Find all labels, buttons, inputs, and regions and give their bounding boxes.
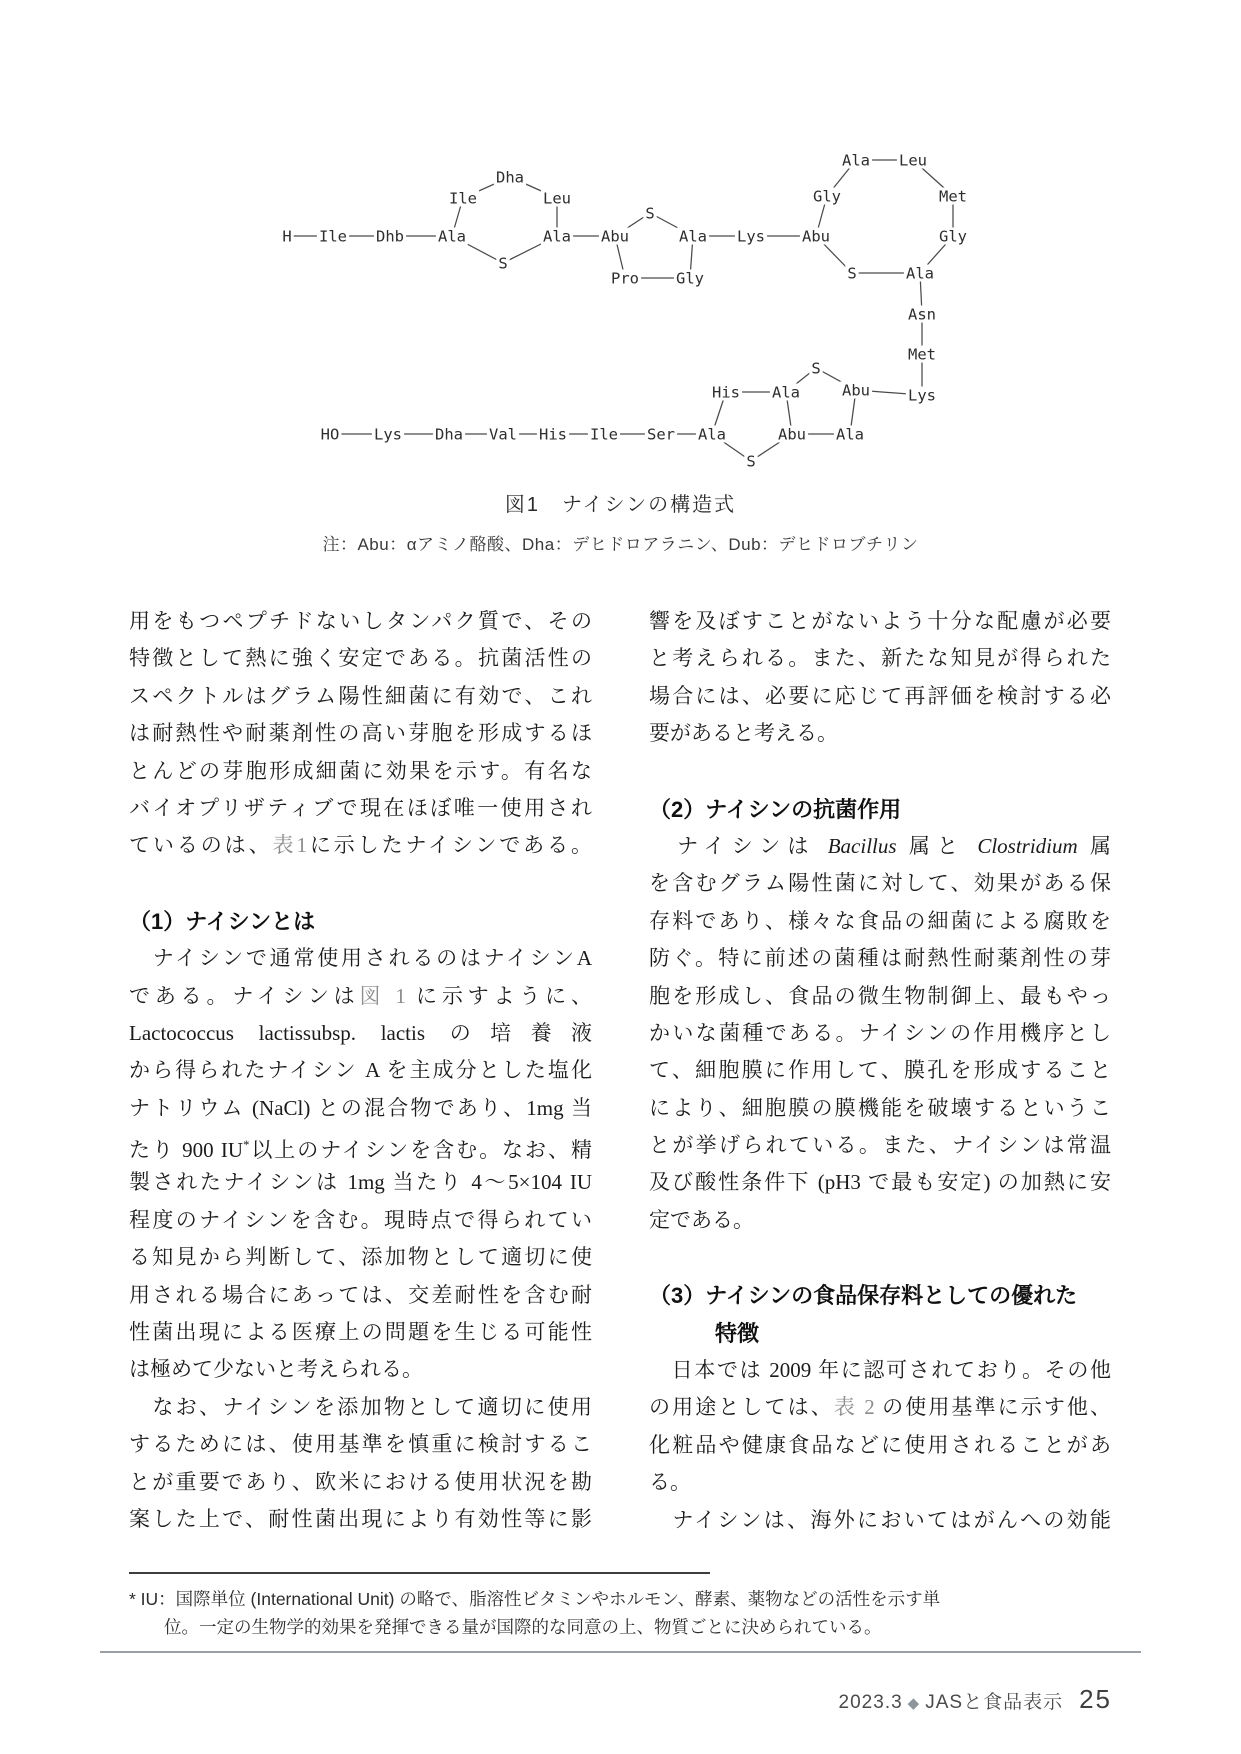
residue-label: His [539, 425, 567, 444]
residue-label: Ala [836, 425, 864, 444]
footnote-line: 位。一定の生物学的効果を発揮できる量が国際的な同意の上、物質ごとに決められている。 [129, 1616, 882, 1637]
residue-label: Ala [772, 383, 800, 402]
text-line: は耐熱性や耐薬剤性の高い芽胞を形成するほ [129, 721, 592, 746]
text-line: 定である。 [649, 1207, 754, 1232]
text-line: 胞を形成し、食品の微生物制御上、最もやっ [649, 983, 1111, 1008]
text-line: バイオプリザティブで現在ほぼ唯一使用され [129, 795, 592, 820]
column-left [129, 603, 592, 1538]
residue-label: Lys [908, 386, 936, 405]
text-line: スペクトルはグラム陽性細菌に有効で、これ [129, 683, 592, 708]
text-line: ているのは、表1に示したナイシンである。 [129, 833, 592, 858]
diamond-icon: ◆ [907, 1695, 921, 1712]
footer-journal-title: JASと食品表示 [925, 1692, 1064, 1713]
text-line: するためには、使用基準を慎重に検討するこ [129, 1432, 592, 1457]
text-line: 響を及ぼすことがないよう十分な配慮が必要 [649, 609, 1111, 633]
text-line: る知見から判断して、添加物として適切に使 [129, 1245, 592, 1270]
paragraph [649, 828, 1111, 1239]
residue-label: Ile [590, 425, 618, 444]
text-line: 日本では 2009 年に認可されており。その他 [649, 1358, 1111, 1383]
residue-label: Ala [842, 151, 870, 170]
paragraph [129, 940, 592, 1389]
footer-date: 2023.3 [838, 1692, 903, 1713]
text-line: 特徴として熱に強く安定である。抗菌活性の [129, 646, 592, 671]
residue-label: Lys [374, 425, 402, 444]
text-line: 要があると考える。 [649, 721, 838, 746]
residue-label: Ala [906, 264, 934, 283]
text-line: 用をもつペプチドないしタンパク質で、その [129, 609, 592, 633]
residue-label: Abu [778, 425, 806, 444]
footnote [129, 1586, 1139, 1641]
column-right [649, 603, 1111, 1539]
residue-label: S [645, 204, 655, 223]
reference-label: 表 2 [833, 1395, 875, 1420]
text-line: 特徴 [649, 1320, 760, 1346]
residue-label: Abu [802, 227, 830, 246]
residue-label: Abu [842, 381, 870, 400]
text-line: とが挙げられている。また、ナイシンは常温 [649, 1133, 1111, 1158]
residue-label: HO [320, 425, 340, 444]
residue-label: Lys [737, 227, 765, 246]
page-footer [839, 1684, 1112, 1715]
text-line: である。ナイシンは図 1 に示すように、 [129, 983, 592, 1008]
footer-page-number: 25 [1079, 1684, 1112, 1714]
text-line: とんどの芽胞形成細菌に効果を示す。有名な [129, 758, 592, 783]
section-heading [649, 1277, 1111, 1352]
text-line: 化粧品や健康食品などに使用されることがあ [649, 1432, 1111, 1457]
residue-label: Ala [679, 227, 707, 246]
text-line: （3）ナイシンの食品保存料としての優れた [649, 1283, 1078, 1309]
species-name: Clostridium [977, 833, 1078, 858]
text-line: Lactococcus lactissubsp. lactis の培養液 [129, 1020, 592, 1045]
figure-caption: 図1 ナイシンの構造式 [504, 494, 737, 516]
residue-label: Val [489, 425, 517, 444]
residue-label: Gly [939, 227, 967, 246]
text-line: る。 [649, 1470, 691, 1495]
text-line: て、細胞膜に作用して、膜孔を形成すること [649, 1058, 1111, 1083]
residue-label: Abu [601, 227, 629, 246]
text-line: 製されたナイシンは 1mg 当たり 4〜5×104 IU [129, 1170, 592, 1195]
residue-label: Ile [319, 227, 347, 246]
text-line: （1）ナイシンとは [129, 908, 316, 934]
paragraph [649, 1352, 1111, 1502]
paragraph [129, 603, 592, 865]
residue-label: Asn [908, 305, 936, 324]
text-line: を含むグラム陽性菌に対して、効果がある保 [649, 871, 1111, 896]
text-line: ナイシンは、海外においてはがんへの効能 [649, 1507, 1111, 1532]
section-heading [129, 903, 592, 940]
text-line: とが重要であり、欧米における使用状況を勘 [129, 1469, 592, 1494]
text-line: 及び酸性条件下 (pH3 で最も安定) の加熱に安 [649, 1170, 1111, 1195]
residue-label: Ala [698, 425, 726, 444]
text-line: と考えられる。また、新たな知見が得られた [649, 646, 1111, 671]
footnote-line: * IU：国際単位 (International Unit) の略で、脂溶性ビタミンやホルモン、酵素、薬物などの活性を示す単 [129, 1589, 941, 1609]
residue-label: H [282, 227, 292, 246]
text-line: により、細胞膜の膜機能を破壊するというこ [649, 1095, 1111, 1120]
nisin-structure-figure [0, 0, 1241, 500]
residue-label: Pro [611, 269, 639, 288]
text-line: 存料であり、様々な食品の細菌による腐敗を [649, 908, 1111, 933]
paragraph [649, 603, 1111, 753]
text-line: ナイシンで通常使用されるのはナイシンA [129, 946, 592, 971]
footnote-marker: * [243, 1138, 250, 1153]
text-line: から得られたナイシン A を主成分とした塩化 [129, 1058, 592, 1083]
residue-label: Met [908, 345, 936, 364]
residue-label: Gly [676, 269, 704, 288]
residue-label: Leu [899, 151, 927, 170]
text-line: 程度のナイシンを含む。現時点で得られてい [129, 1207, 592, 1232]
section-heading [649, 791, 1111, 828]
residue-label: S [498, 254, 508, 273]
reference-label: 表1 [272, 833, 307, 858]
text-line: かいな菌種である。ナイシンの作用機序とし [649, 1020, 1111, 1045]
paragraph [129, 1389, 592, 1539]
paragraph [649, 1502, 1111, 1539]
reference-label: 図 1 [359, 983, 406, 1008]
residue-label: Ser [647, 425, 675, 444]
residue-label: Ile [449, 189, 477, 208]
residue-label: Met [939, 187, 967, 206]
residue-label: Gly [813, 187, 841, 206]
text-line: は極めて少ないと考えられる。 [129, 1357, 423, 1382]
text-line: ナイシンは Bacillus 属と Clostridium 属 [649, 833, 1112, 858]
footer-rule [100, 1651, 1141, 1653]
residue-label: S [746, 452, 756, 471]
text-line: 性菌出現による医療上の問題を生じる可能性 [129, 1320, 592, 1345]
residue-label: Ala [543, 227, 571, 246]
residue-label: Dhb [376, 227, 404, 246]
text-line: 場合には、必要に応じて再評価を検討する必 [649, 683, 1111, 708]
text-line: 防ぐ。特に前述の菌種は耐熱性耐薬剤性の芽 [649, 946, 1111, 971]
residue-label: Dha [435, 425, 463, 444]
text-line: たり 900 IU*以上のナイシンを含む。なお、精 [129, 1138, 592, 1163]
figure-note: 注：Abu：αアミノ酪酸、Dha：デヒドロアラニン、Dub：デヒドロブチリン [322, 535, 919, 554]
residue-label: Ala [438, 227, 466, 246]
residue-label: His [712, 383, 740, 402]
residue-label: S [847, 264, 857, 283]
text-line: なお、ナイシンを添加物として適切に使用 [129, 1394, 592, 1419]
residue-label: S [811, 359, 821, 378]
text-line: 案した上で、耐性菌出現により有効性等に影 [129, 1506, 592, 1531]
text-line: の用途としては、表 2 の使用基準に示す他、 [649, 1395, 1112, 1420]
text-line: 用される場合にあっては、交差耐性を含む耐 [129, 1282, 592, 1307]
species-name: Bacillus [827, 833, 897, 858]
text-line: （2）ナイシンの抗菌作用 [649, 796, 902, 822]
text-line: ナトリウム (NaCl) との混合物であり、1mg 当 [129, 1095, 592, 1120]
residue-label: Leu [543, 189, 571, 208]
residue-label: Dha [496, 168, 524, 187]
footnote-rule [129, 1572, 710, 1574]
